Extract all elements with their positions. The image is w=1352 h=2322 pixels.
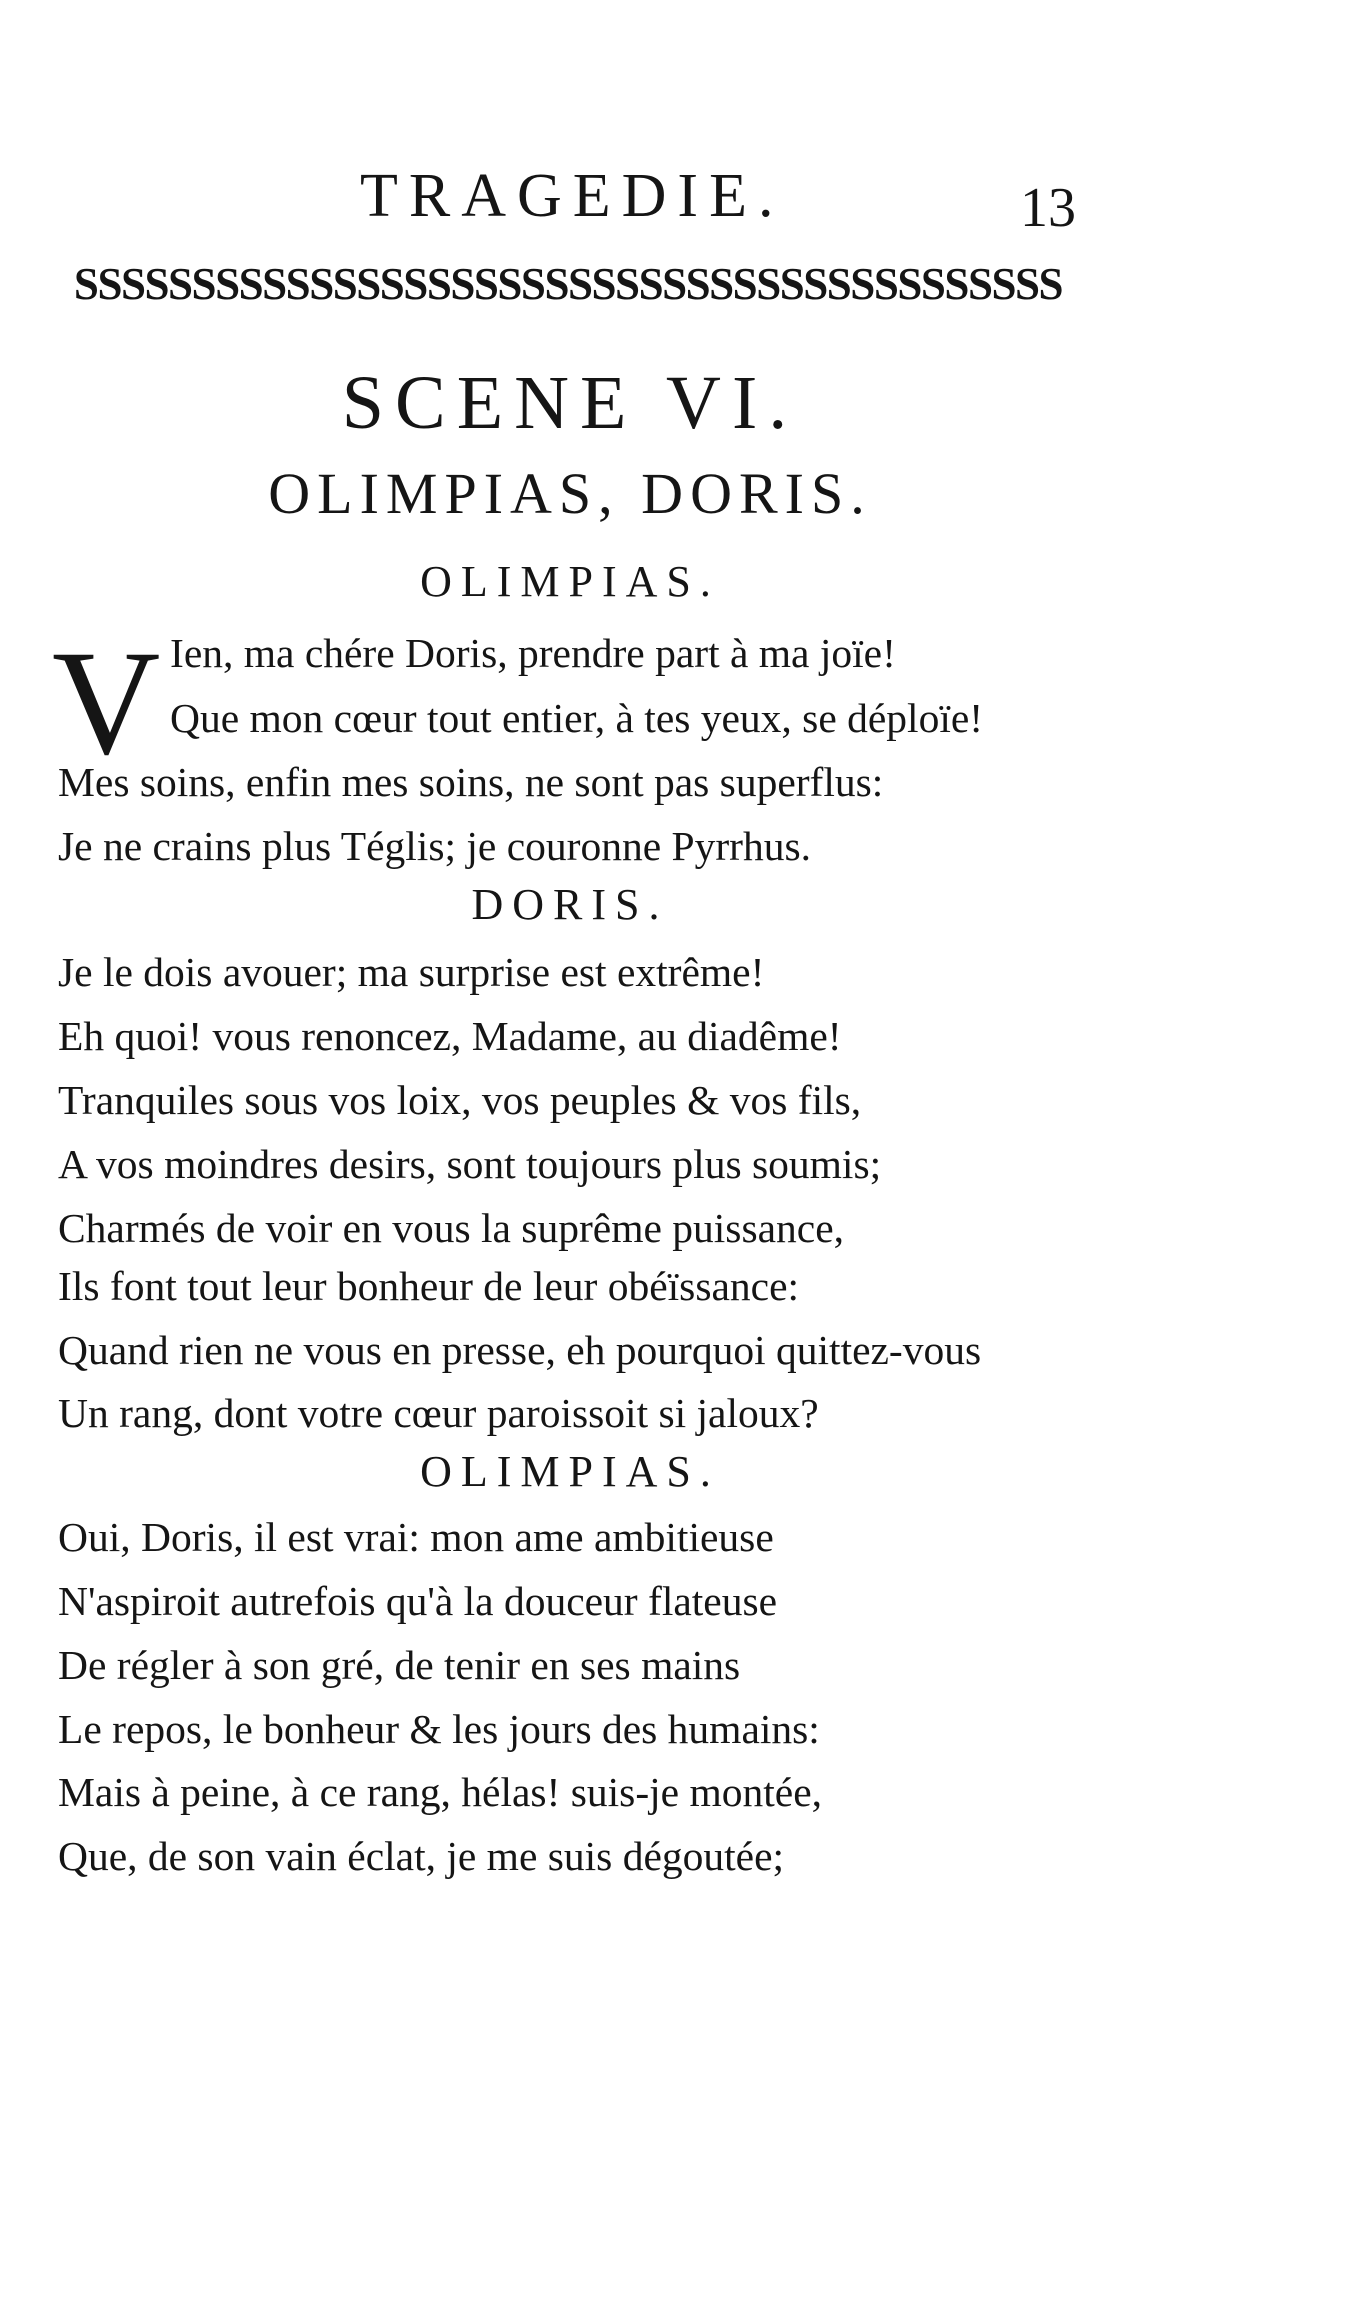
verse-line: A vos moindres desirs, sont toujours plus soumis; <box>58 1141 882 1187</box>
speaker-name: OLIMPIAS. <box>420 1447 720 1496</box>
page-number: 13 <box>1020 177 1076 239</box>
scene-heading: SCENE VI. <box>341 361 799 445</box>
verse-line: Oui, Doris, il est vrai: mon ame ambitieuse <box>58 1514 774 1560</box>
speaker-name: OLIMPIAS. <box>420 557 720 606</box>
verse-line: Ils font tout leur bonheur de leur obéïssance: <box>58 1263 800 1309</box>
verse-line: Je le dois avouer; ma surprise est extrême! <box>58 949 765 995</box>
ornamental-rule: SSSSSSSSSSSSSSSSSSSSSSSSSSSSSSSSSSSSSSSSSS <box>73 262 1063 307</box>
verse-line: Tranquiles sous vos loix, vos peuples & vos fils, <box>58 1077 862 1123</box>
verse-line: Mes soins, enfin mes soins, ne sont pas superflus: <box>58 759 884 805</box>
scene-characters: OLIMPIAS, DORIS. <box>268 461 872 526</box>
verse-line: Je ne crains plus Téglis; je couronne Pyrrhus. <box>58 823 811 869</box>
verse-line: Quand rien ne vous en presse, eh pourquoi quittez-vous <box>58 1327 982 1373</box>
verse-line: Le repos, le bonheur & les jours des humains: <box>58 1706 820 1752</box>
verse-line: Que, de son vain éclat, je me suis dégoutée; <box>58 1833 785 1879</box>
verse-line: N'aspiroit autrefois qu'à la douceur flateuse <box>58 1578 778 1624</box>
verse-line: Eh quoi! vous renoncez, Madame, au diadême! <box>58 1013 842 1059</box>
verse-line: Mais à peine, à ce rang, hélas! suis-je montée, <box>58 1769 823 1815</box>
speaker-name: DORIS. <box>471 880 669 929</box>
verse-line: Charmés de voir en vous la suprême puissance, <box>58 1205 844 1251</box>
verse-line: Un rang, dont votre cœur paroissoit si jaloux? <box>58 1390 819 1436</box>
verse-line: Que mon cœur tout entier, à tes yeux, se déploïe! <box>170 695 984 741</box>
drop-cap: V <box>52 620 161 786</box>
verse-line: De régler à son gré, de tenir en ses mains <box>58 1642 741 1688</box>
verse-line: Ien, ma chére Doris, prendre part à ma joïe! <box>170 630 896 676</box>
running-title: TRAGEDIE. <box>360 162 785 230</box>
